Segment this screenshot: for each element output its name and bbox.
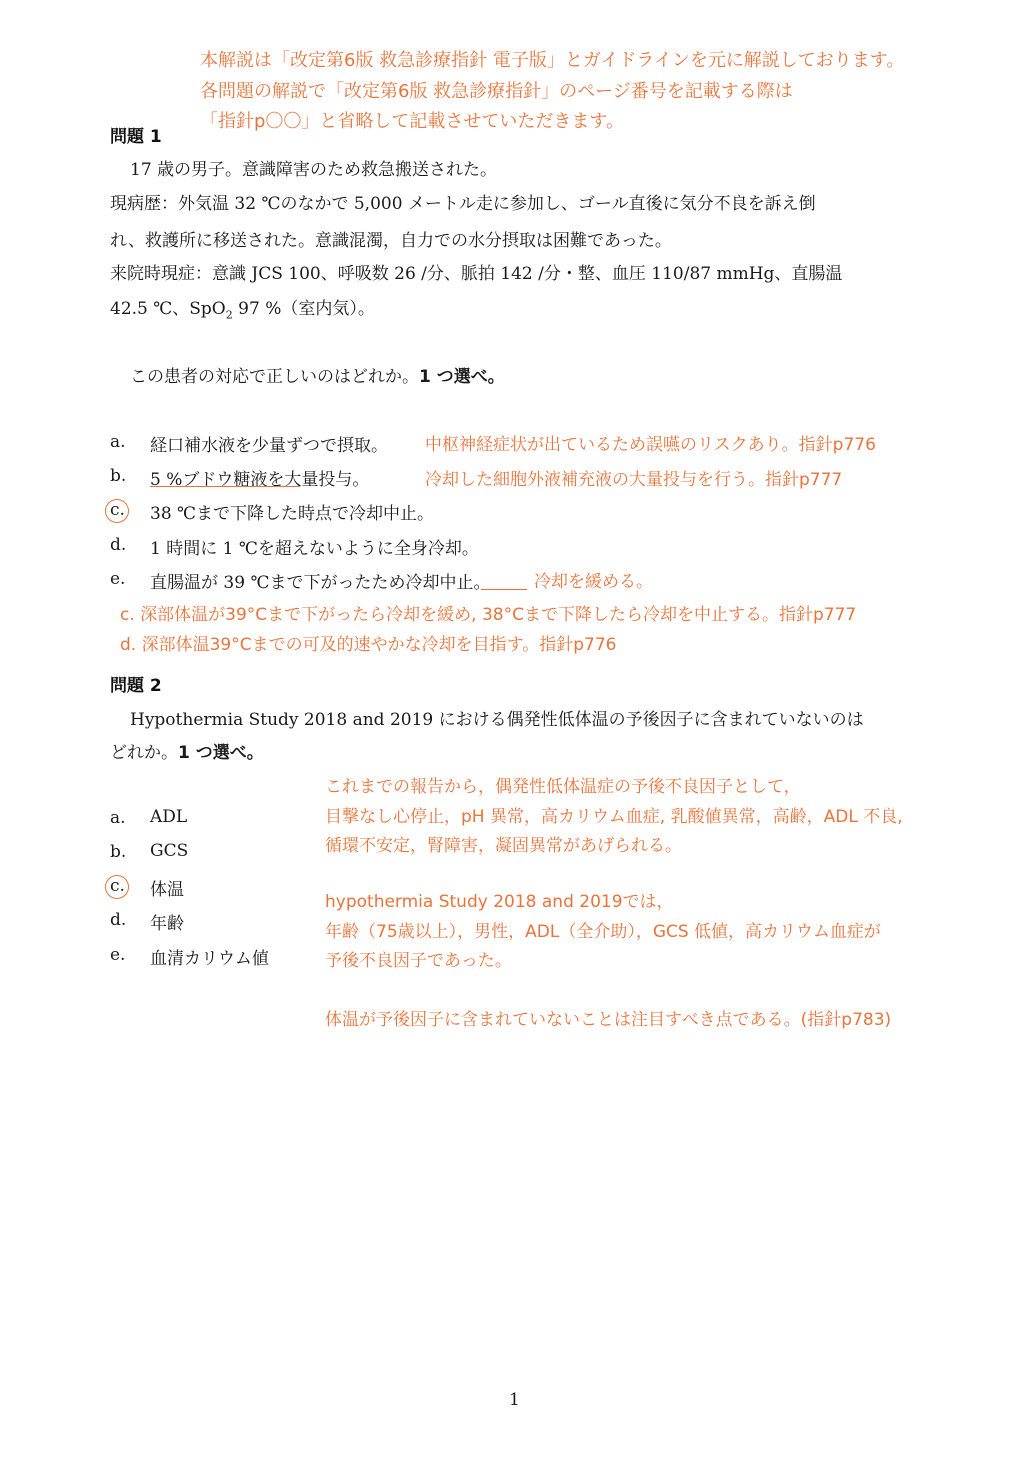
top-note-line-1: 本解説は「改定第6版 救急診療指針 電子版」とガイドラインを元に解説しております。: [200, 50, 905, 71]
q1-explanation-c: c. 深部体温が39°Cまで下がったら冷却を緩め, 38°Cまで下降したら冷却を中止する。指針p777: [120, 605, 857, 625]
q2-option-b-letter: b.: [110, 842, 127, 862]
q1-exam-line-1: 来院時現症：意識 JCS 100、呼吸数 26 /分、脈拍 142 /分・整、血圧 110/87 mmHg、直腸温: [110, 264, 843, 284]
q2-note-line-4: hypothermia Study 2018 and 2019では，: [325, 892, 674, 912]
q1-stem: 17 歳の男子。意識障害のため救急搬送された。: [130, 160, 498, 180]
q1-option-d-letter: d.: [110, 535, 127, 555]
q2-option-a-letter: a.: [110, 808, 126, 828]
q2-note-line-7: 体温が予後因子に含まれていないことは注目すべき点である。(指針p783): [325, 1010, 892, 1030]
q2-option-b-text[interactable]: GCS: [150, 841, 189, 861]
q1-option-b-letter: b.: [110, 466, 127, 486]
q1-question: この患者の対応で正しいのはどれか。1 つ選べ。: [130, 367, 505, 387]
q2-stem-line-2: どれか。1 つ選べ。: [110, 743, 264, 763]
q2-option-c-text[interactable]: 体温: [150, 880, 184, 900]
q1-option-c-text[interactable]: 38 ℃まで下降した時点で冷却中止。: [150, 504, 435, 524]
q1-option-c-letter: c.: [110, 500, 125, 520]
q1-option-a-letter: a.: [110, 432, 126, 452]
q2-note-line-2: 目撃なし心停止，pH 異常，高カリウム血症, 乳酸値異常，高齢，ADL 不良,: [325, 807, 903, 827]
q1-option-b-text[interactable]: 5 %ブドウ糖液を大量投与。: [150, 470, 370, 490]
q2-note-line-6: 予後不良因子であった。: [325, 951, 512, 971]
q2-option-d-text[interactable]: 年齢: [150, 914, 184, 934]
q2-heading: 問題 2: [110, 676, 162, 696]
q1-history-line-2: れ、救護所に移送された。意識混濁，自力での水分摂取は困難であった。: [110, 231, 672, 251]
q1-heading: 問題 1: [110, 127, 162, 147]
q1-option-e-letter: e.: [110, 569, 126, 589]
top-note-line-2: 各問題の解説で「改定第6版 救急診療指針」のページ番号を記載する際は: [200, 81, 793, 102]
q1-option-b-underline: [150, 486, 300, 487]
q1-option-e-underline: [481, 589, 527, 590]
q2-note-line-3: 循環不安定，腎障害，凝固異常があげられる。: [325, 836, 682, 856]
q1-option-e-text[interactable]: 直腸温が 39 ℃まで下がったため冷却中止。: [150, 573, 491, 593]
q2-note-line-5: 年齢（75歳以上），男性，ADL（全介助），GCS 低値，高カリウム血症が: [325, 922, 881, 942]
q1-option-a-note: 中枢神経症状が出ているため誤嚥のリスクあり。指針p776: [425, 435, 876, 455]
q2-note-line-1: これまでの報告から，偶発性低体温症の予後不良因子として，: [325, 777, 801, 797]
q2-option-e-letter: e.: [110, 945, 126, 965]
q2-option-c-letter: c.: [110, 876, 125, 896]
q2-option-d-letter: d.: [110, 910, 127, 930]
q1-option-b-note: 冷却した細胞外液補充液の大量投与を行う。指針p777: [425, 470, 843, 490]
q2-option-a-text[interactable]: ADL: [150, 807, 188, 827]
q1-option-e-note: 冷却を緩める。: [534, 572, 653, 592]
q2-stem-line-1: Hypothermia Study 2018 and 2019 における偶発性低体温の予後因子に含まれていないのは: [130, 710, 864, 730]
q1-history-line-1: 現病歴：外気温 32 ℃のなかで 5,000 メートル走に参加し、ゴール直後に気分不良を訴え倒: [110, 194, 816, 214]
q1-exam-line-2: 42.5 ℃、SpO$_2$ 97 %（室内気）。: [110, 299, 375, 322]
top-note-line-3: 「指針p〇〇」と省略して記載させていただきます。: [200, 111, 624, 132]
q1-explanation-d: d. 深部体温39°Cまでの可及的速やかな冷却を目指す。指針p776: [120, 635, 617, 655]
page-number: 1: [509, 1390, 520, 1410]
q1-option-a-text[interactable]: 経口補水液を少量ずつで摂取。: [150, 436, 388, 456]
q2-option-e-text[interactable]: 血清カリウム値: [150, 949, 269, 969]
q1-option-d-text[interactable]: 1 時間に 1 ℃を超えないように全身冷却。: [150, 539, 479, 559]
